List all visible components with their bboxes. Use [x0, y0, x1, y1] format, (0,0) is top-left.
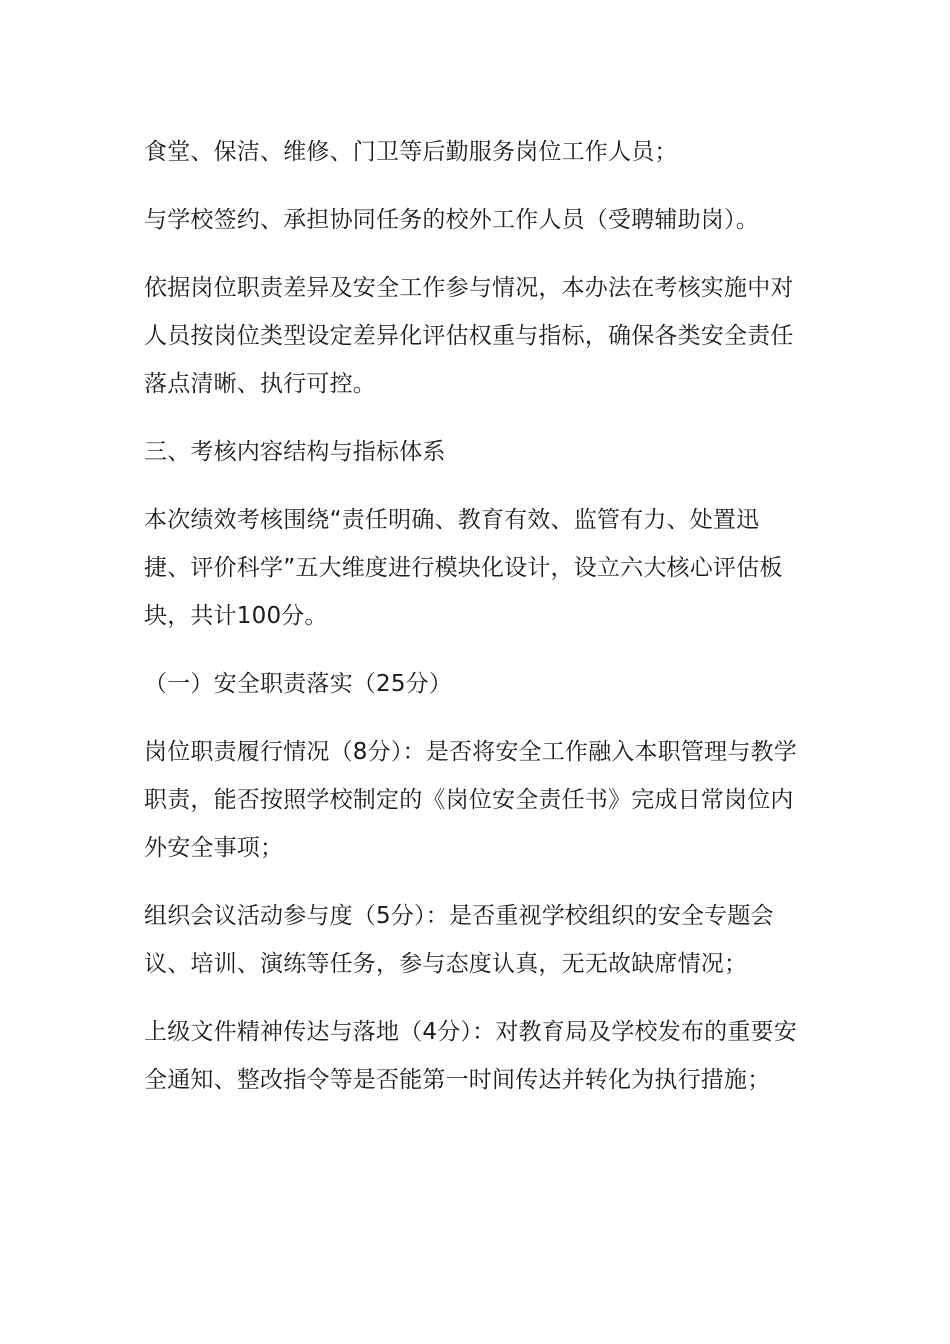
- list-item-external-staff: 与学校签约、承担协同任务的校外工作人员（受聘辅助岗）。: [144, 207, 759, 233]
- document-body: [144, 128, 799, 1124]
- paragraph-assessment-overview: 本次绩效考核围绕“责任明确、教育有效、监管有力、处置迅捷、评价科学”五大维度进行模块化设计，设立六大核心评估板块，共计100分。: [144, 507, 783, 629]
- paragraph-weighting-basis: 依据岗位职责差异及安全工作参与情况，本办法在考核实施中对人员按岗位类型设定差异化评估权重与指标，确保各类安全责任落点清晰、执行可控。: [144, 275, 794, 397]
- list-item-logistics-staff: 食堂、保洁、维修、门卫等后勤服务岗位工作人员；: [144, 139, 678, 165]
- section-heading-3: 三、考核内容结构与指标体系: [144, 439, 446, 465]
- criterion-meeting-participation: 组织会议活动参与度（5分）：是否重视学校组织的安全专题会议、培训、演练等任务，参与态度认真，无无故缺席情况；: [144, 903, 774, 977]
- criterion-directive-implementation: 上级文件精神传达与落地（4分）：对教育局及学校发布的重要安全通知、整改指令等是否能第一时间传达并转化为执行措施；: [144, 1019, 797, 1093]
- criterion-duty-fulfillment: 岗位职责履行情况（8分）：是否将安全工作融入本职管理与教学职责，能否按照学校制定的《岗位安全责任书》完成日常岗位内外安全事项；: [144, 739, 797, 861]
- subsection-heading-1: （一）安全职责落实（25分）: [144, 671, 453, 697]
